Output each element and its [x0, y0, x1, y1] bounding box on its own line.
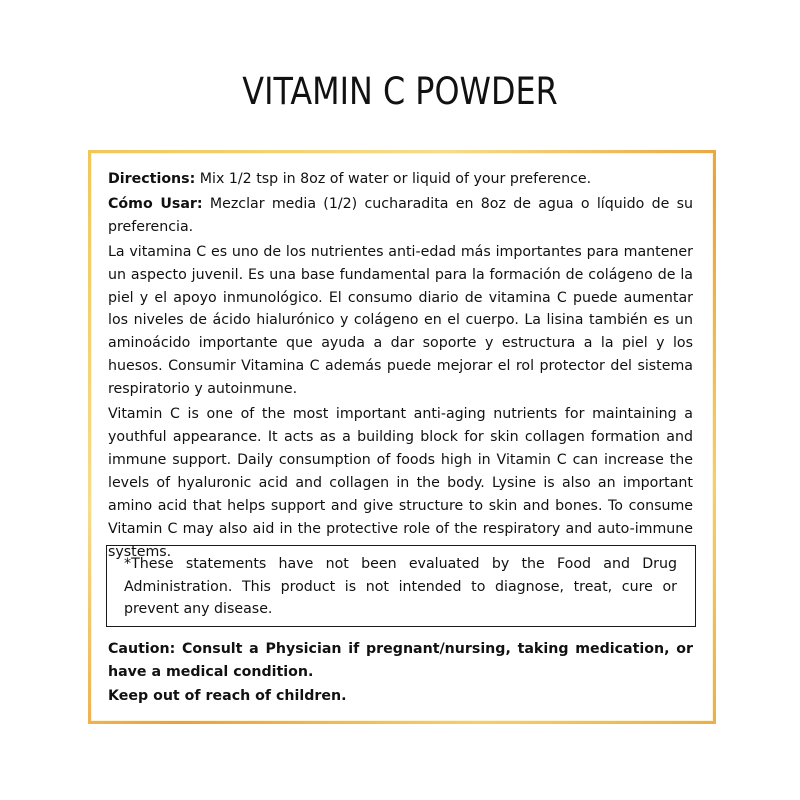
- como-usar-text: Mezclar media (1/2) cucharadita en 8oz de agua o líquido de su preferencia.: [108, 195, 693, 235]
- keep-out-text: Keep out of reach of children.: [108, 688, 347, 704]
- como-usar-label: Cómo Usar:: [108, 195, 203, 212]
- label-content: [108, 168, 693, 565]
- fda-disclaimer-text: *These statements have not been evaluated by the Food and Drug Administration. This product is not intended to diagnose, treat, cure or prevent any disease.: [124, 556, 677, 617]
- spanish-description: La vitamina C es uno de los nutrientes anti-edad más importantes para mantener un aspecto juvenil. Es una base fundamental para la formación de colágeno de la piel y el apoyo inmunológico. El consumo diario de vitamina C puede aumentar los niveles de ácido hialurónico y colágeno en el cuerpo. La lisina también es un aminoácido importante que ayuda a dar soporte y estructura a la piel y los huesos. Consumir Vitamina C además puede mejorar el rol protector del sistema respiratorio y autoinmune.: [108, 243, 693, 398]
- warnings: [108, 638, 693, 710]
- directions-line: [108, 168, 693, 191]
- english-description: Vitamin C is one of the most important anti-aging nutrients for maintaining a youthful appearance. It acts as a building block for skin collagen formation and immune support. Daily consumption of foods high in Vitamin C can increase the levels of hyaluronic acid and collagen in the body. Lysine is also an important amino acid that helps support and give structure to skin and bones. To consume Vitamin C may also aid in the protective role of the respiratory and auto-immune systems.: [108, 406, 693, 560]
- directions-text: Mix 1/2 tsp in 8oz of water or liquid of your preference.: [195, 171, 592, 187]
- fda-disclaimer-box: [106, 545, 696, 627]
- como-usar-line: [108, 193, 693, 239]
- caution-text: Caution: Consult a Physician if pregnant/nursing, taking medication, or have a medical condition.: [108, 641, 693, 680]
- directions-label: Directions:: [108, 171, 196, 187]
- page-title: VITAMIN C POWDER: [242, 70, 558, 113]
